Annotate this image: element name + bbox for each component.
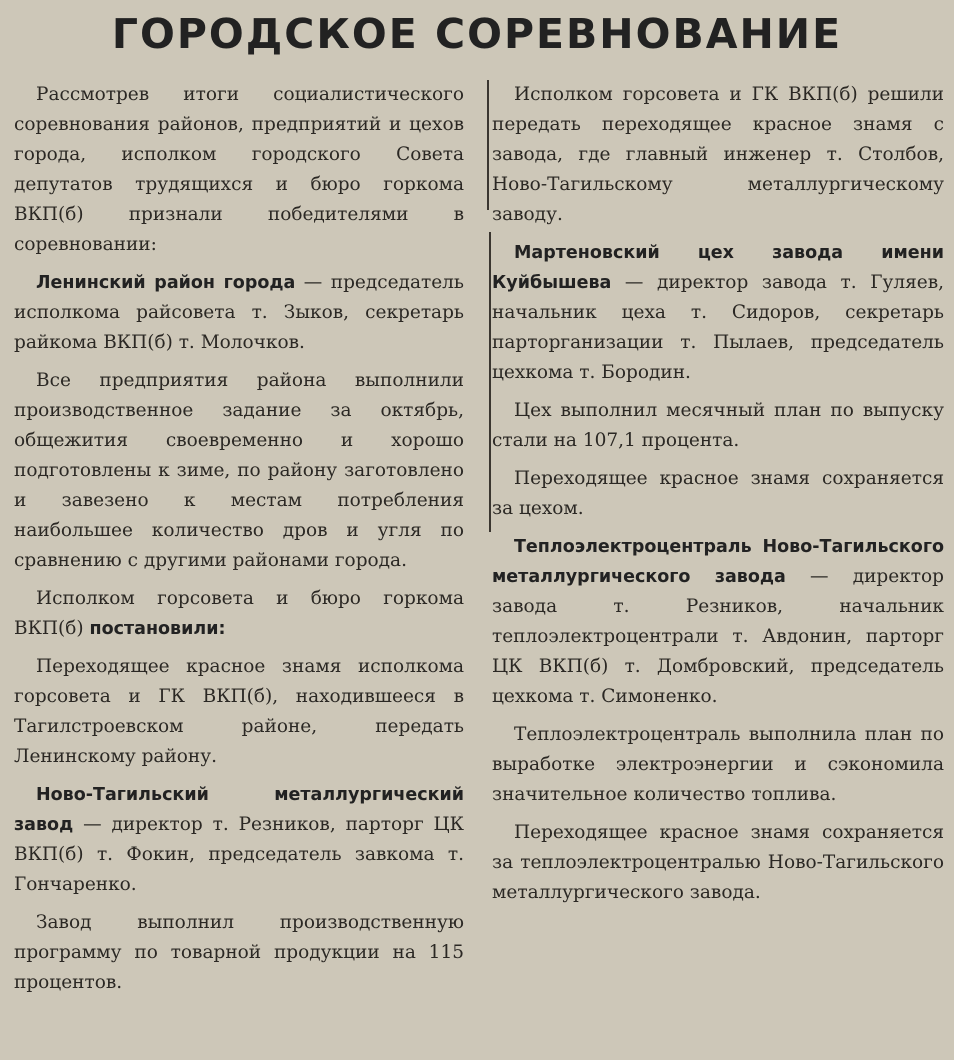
paragraph: Переходящее красное знамя сохраняется за цехом.	[492, 468, 944, 519]
bold-lead: Ново-Тагильский металлургический завод	[14, 785, 464, 835]
paragraph	[14, 268, 464, 358]
right-column	[492, 80, 944, 916]
paragraph: Переходящее красное знамя сохраняется за теплоэлектроцентралью Ново-Тагильского металлургического завода.	[492, 822, 944, 903]
left-column	[14, 80, 464, 1006]
paragraph: Все предприятия района выполнили производственное задание за октябрь, общежития своевременно и хорошо подготовлены к зиме, по району заготовлено и завезено к местам потребления наибольшее количество дров и угля по сравнению с другими районами города.	[14, 370, 464, 571]
paragraph-text: — директор завода т. Гуляев, начальник цеха т. Сидоров, секретарь парторганизации т. Пылаев, председатель цехкома т. Бородин.	[492, 272, 944, 383]
bold-lead: Теплоэлектроцентраль Ново-Тагильского металлургического завода	[492, 537, 944, 587]
paragraph: Переходящее красное знамя исполкома горсовета и ГК ВКП(б), находившееся в Тагилстроевском районе, передать Ленинскому району.	[14, 656, 464, 767]
paragraph-text: — директор т. Резников, парторг ЦК ВКП(б) т. Фокин, председатель завкома т. Гончаренко.	[14, 814, 464, 895]
headline: ГОРОДСКОЕ СОРЕВНОВАНИЕ	[111, 10, 843, 58]
paragraph: Цех выполнил месячный план по выпуску стали на 107,1 процента.	[492, 400, 944, 451]
bold-lead: Мартеновский цех завода имени Куйбышева	[492, 243, 944, 293]
paragraph-text: Исполком горсовета и бюро горкома ВКП(б)	[14, 588, 464, 639]
paragraph: Исполком горсовета и ГК ВКП(б) решили передать переходящее красное знамя с завода, где главный инженер т. Столбов, Ново-Тагильскому металлургическому заводу.	[492, 84, 944, 225]
paragraph	[492, 532, 944, 712]
paragraph-text: — директор завода т. Резников, начальник теплоэлектроцентрали т. Авдонин, парторг ЦК ВКП(б) т. Домбровский, председатель цехкома т. Симоненко.	[492, 566, 944, 707]
paragraph: Завод выполнил производственную программу по товарной продукции на 115 процентов.	[14, 912, 464, 993]
paragraph	[14, 584, 464, 644]
column-rule-middle	[489, 232, 491, 532]
paragraph: Рассмотрев итоги социалистического соревнования районов, предприятий и цехов города, исполком городского Совета депутатов трудящихся и бюро горкома ВКП(б) признали победителями в соревновании:	[14, 84, 464, 255]
paragraph	[492, 238, 944, 388]
bold-lead: постановили:	[89, 619, 226, 639]
paragraph	[14, 780, 464, 900]
paragraph-text: — председатель исполкома райсовета т. Зыков, секретарь райкома ВКП(б) т. Молочков.	[14, 272, 464, 353]
paragraph: Теплоэлектроцентраль выполнила план по выработке электроэнергии и сэкономила значительное количество топлива.	[492, 724, 944, 805]
bold-lead: Ленинский район города	[36, 273, 296, 293]
column-rule-upper	[487, 80, 489, 210]
